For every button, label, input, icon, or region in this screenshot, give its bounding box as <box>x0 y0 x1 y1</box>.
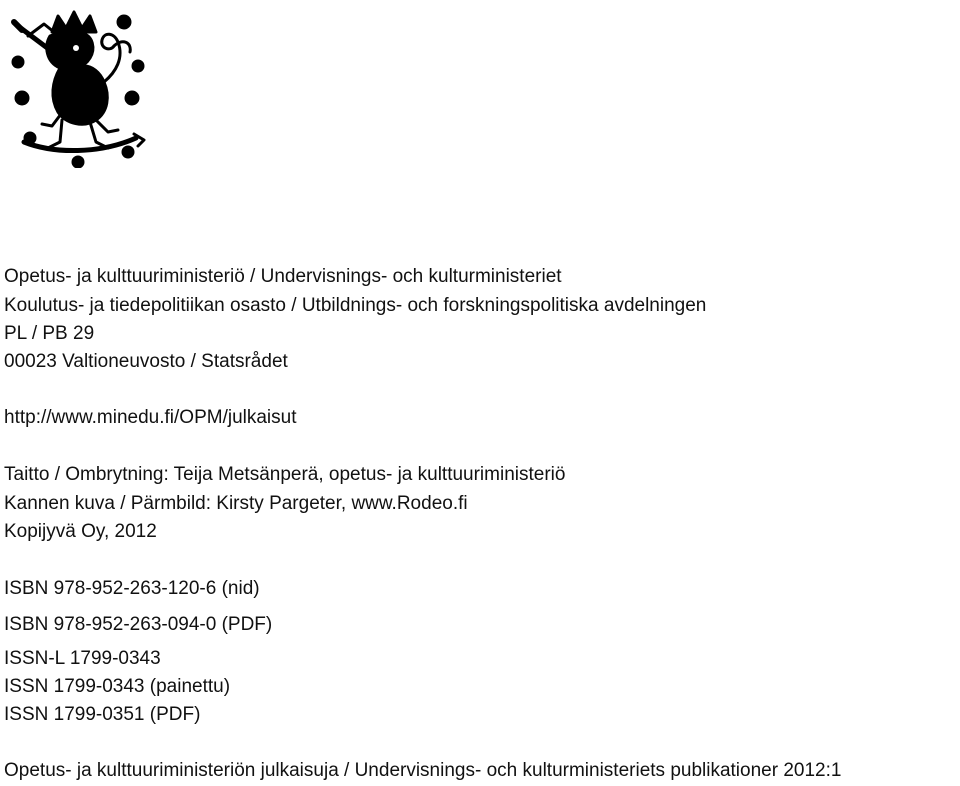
layout-credit: Taitto / Ombrytning: Teija Metsänperä, opetus- ja kulttuuriministeriö <box>4 464 566 485</box>
issn-print: ISSN 1799-0343 (painettu) <box>4 676 231 697</box>
postal-address: 00023 Valtioneuvosto / Statsrådet <box>4 351 288 372</box>
ministry-name: Opetus- ja kulttuuriministeriö / Undervisnings- och kulturministeriet <box>4 266 562 287</box>
printer-credit: Kopijyvä Oy, 2012 <box>4 521 157 542</box>
issn-pdf: ISSN 1799-0351 (PDF) <box>4 704 201 725</box>
cover-credit: Kannen kuva / Pärmbild: Kirsty Pargeter, www.Rodeo.fi <box>4 493 468 514</box>
issn-l: ISSN-L 1799-0343 <box>4 648 161 669</box>
department-name: Koulutus- ja tiedepolitiikan osasto / Utbildnings- och forskningspolitiska avdelningen <box>4 295 707 316</box>
isbn-pdf: ISBN 978-952-263-094-0 (PDF) <box>4 614 273 635</box>
po-box: PL / PB 29 <box>4 323 95 344</box>
series-title: Opetus- ja kulttuuriministeriön julkaisuja / Undervisnings- och kulturministeriets publikationer 2012:1 <box>4 760 842 781</box>
isbn-print: ISBN 978-952-263-120-6 (nid) <box>4 578 260 599</box>
publications-url[interactable]: http://www.minedu.fi/OPM/julkaisut <box>4 407 297 428</box>
finnish-coat-of-arms-logo <box>4 2 150 168</box>
